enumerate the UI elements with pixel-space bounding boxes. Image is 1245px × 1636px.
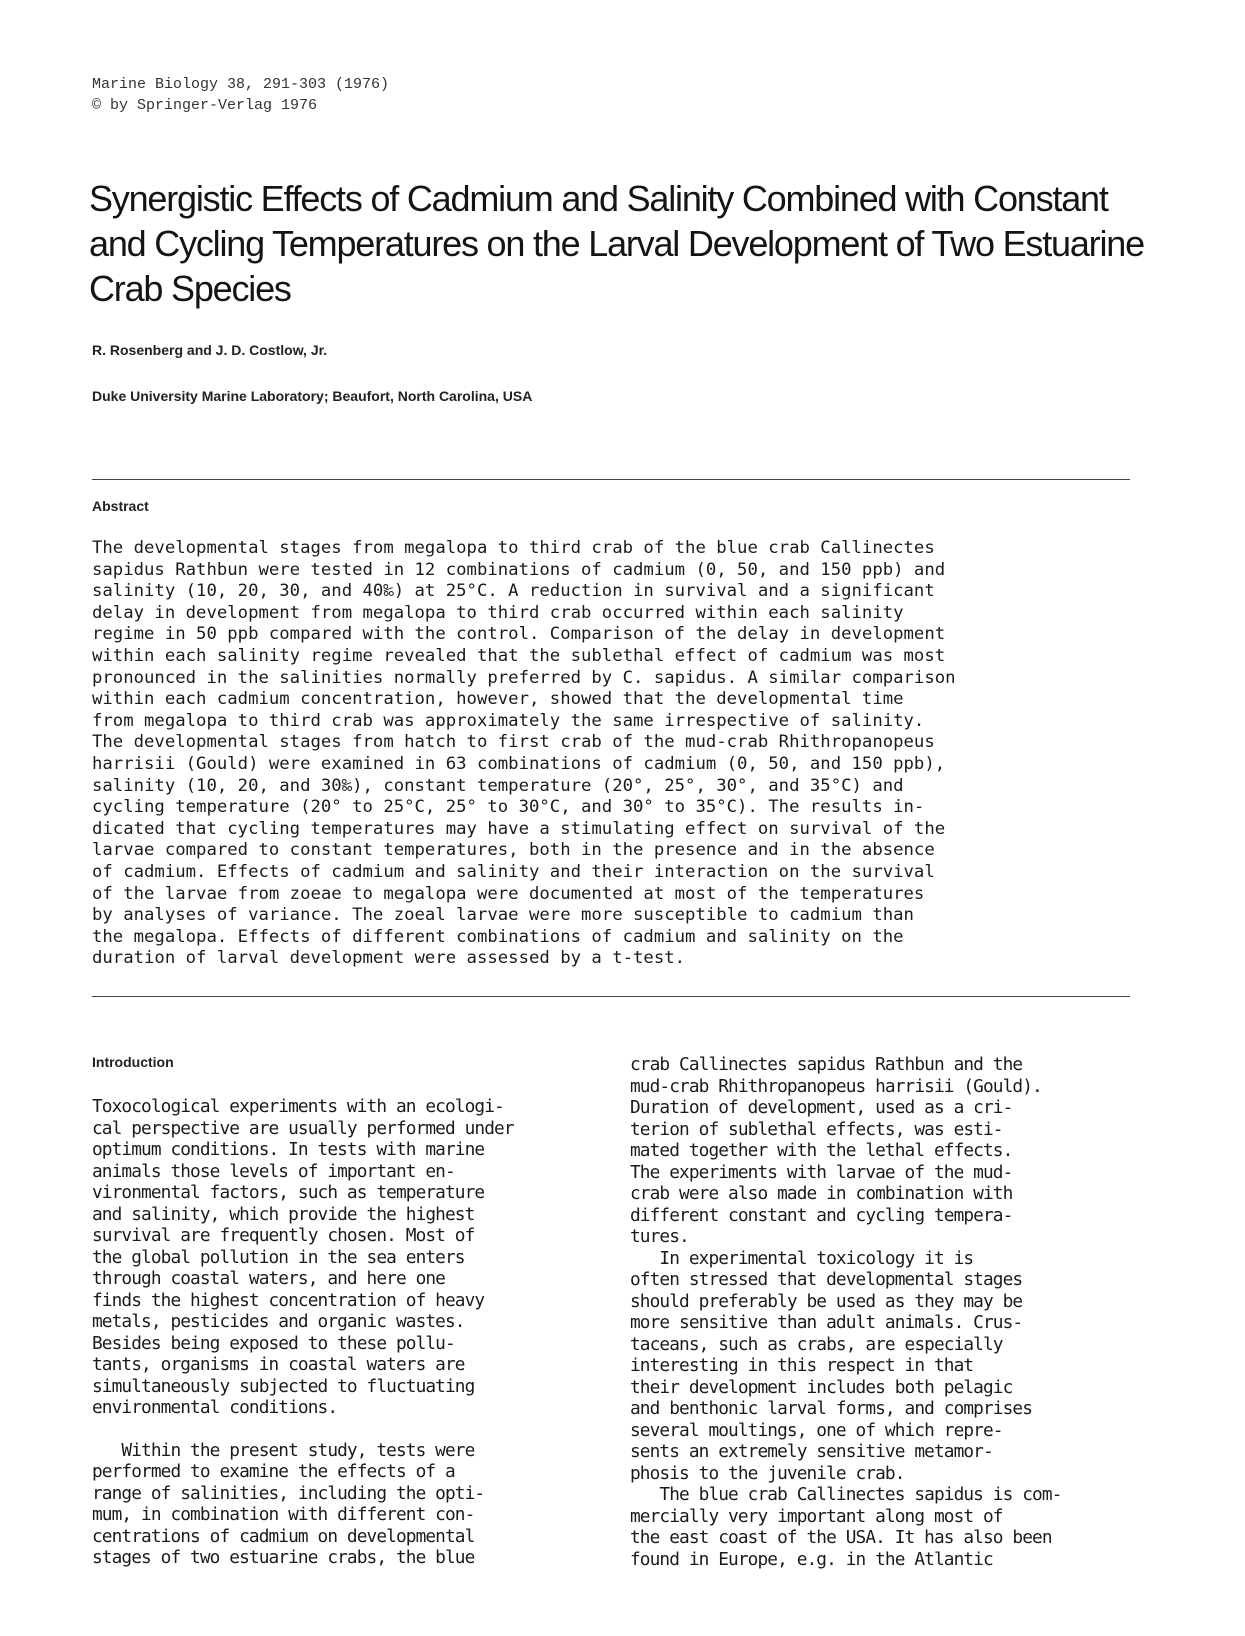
- paper-title: Synergistic Effects of Cadmium and Salinity Combined with Constant and Cycling Temperatures on the Larval Development of Two Estuarine Crab Species: [89, 178, 1144, 309]
- text-line: In experimental toxicology it is: [630, 1247, 974, 1269]
- text-line: performed to examine the effects of a: [92, 1461, 455, 1482]
- text-line: duration of larval development were assessed by a t-test.: [92, 948, 686, 969]
- text-line: of the larvae from zoeae to megalopa were documented at most of the temperatures: [92, 883, 925, 904]
- text-line: simultaneously subjected to fluctuating: [92, 1375, 475, 1397]
- abstract-bottom-rule: [92, 996, 1130, 997]
- text-line: The developmental stages from hatch to first crab of the mud-crab Rhithropanopeus: [92, 732, 935, 753]
- text-line: Besides being exposed to these pollu-: [92, 1332, 455, 1354]
- text-line: The experiments with larvae of the mud-: [630, 1161, 1013, 1183]
- text-line: from megalopa to third crab was approximately the same irrespective of salinity.: [92, 710, 925, 731]
- text-line: larvae compared to constant temperatures, both in the presence and in the absence: [92, 840, 935, 861]
- text-line: different constant and cycling tempera-: [630, 1204, 1013, 1226]
- journal-header: [92, 74, 389, 116]
- text-line: metals, pesticides and organic wastes.: [92, 1311, 465, 1332]
- text-line: phosis to the juvenile crab.: [630, 1462, 905, 1484]
- text-line: by analyses of variance. The zoeal larvae were more susceptible to cadmium than: [92, 905, 914, 926]
- text-line: Toxocological experiments with an ecologi-: [92, 1096, 504, 1117]
- author-list: R. Rosenberg and J. D. Costlow, Jr.: [92, 342, 328, 358]
- text-line: centrations of cadmium on developmental: [92, 1525, 475, 1547]
- author-affiliation: Duke University Marine Laboratory; Beaufort, North Carolina, USA: [92, 388, 533, 404]
- text-line: mud-crab Rhithropanopeus harrisii (Gould).: [630, 1075, 1042, 1097]
- text-line: range of salinities, including the opti-: [92, 1482, 485, 1504]
- text-line: tures.: [630, 1226, 689, 1247]
- text-line: terion of sublethal effects, was esti-: [630, 1118, 1003, 1140]
- paragraph-gap: [92, 1419, 612, 1440]
- text-line: mated together with the lethal effects.: [630, 1140, 1013, 1161]
- text-line: optimum conditions. In tests with marine: [92, 1139, 485, 1160]
- text-line: within each cadmium concentration, however, showed that the developmental time: [92, 689, 904, 710]
- text-line: harrisii (Gould) were examined in 63 combinations of cadmium (0, 50, and 150 ppb),: [92, 753, 946, 774]
- abstract-body: [92, 538, 1152, 970]
- text-line: tants, organisms in coastal waters are: [92, 1354, 465, 1375]
- text-line: mercially very important along most of: [630, 1505, 1003, 1527]
- text-line: within each salinity regime revealed that the sublethal effect of cadmium was most: [92, 645, 946, 666]
- text-line: delay in development from megalopa to third crab occurred within each salinity: [92, 602, 904, 623]
- text-line: of cadmium. Effects of cadmium and salinity and their interaction on the survival: [92, 861, 935, 882]
- text-line: crab were also made in combination with: [630, 1183, 1013, 1204]
- right-column: [630, 1054, 1150, 1570]
- text-line: interesting in this respect in that: [630, 1355, 974, 1376]
- intro-paragraph-1: [92, 1096, 612, 1419]
- journal-citation: Marine Biology 38, 291-303 (1976): [92, 76, 390, 93]
- text-line: The blue crab Callinectes sapidus is com-: [630, 1484, 1062, 1505]
- text-line: Duration of development, used as a cri-: [630, 1097, 1013, 1118]
- text-line: cal perspective are usually performed under: [92, 1117, 514, 1139]
- text-line: more sensitive than adult animals. Crus-: [630, 1312, 1023, 1333]
- text-line: the east coast of the USA. It has also been: [630, 1527, 1052, 1548]
- text-line: found in Europe, e.g. in the Atlantic: [630, 1548, 993, 1570]
- text-line: survival are frequently chosen. Most of: [92, 1225, 475, 1246]
- text-line: and salinity, which provide the highest: [92, 1203, 475, 1225]
- text-line: animals those levels of important en-: [92, 1160, 455, 1182]
- text-line: often stressed that developmental stages: [630, 1269, 1023, 1290]
- text-line: salinity (10, 20, 30, and 40‰) at 25°C. A reduction in survival and a significant: [92, 581, 935, 602]
- abstract-top-rule: [92, 479, 1130, 480]
- text-line: through coastal waters, and here one: [92, 1268, 445, 1289]
- abstract-heading: Abstract: [92, 498, 149, 514]
- introduction-heading: Introduction: [92, 1054, 174, 1070]
- text-line: vironmental factors, such as temperature: [92, 1182, 485, 1203]
- text-line: cycling temperature (20° to 25°C, 25° to 30°C, and 30° to 35°C). The results in-: [92, 797, 925, 818]
- copyright-notice: © by Springer-Verlag 1976: [92, 97, 318, 114]
- text-line: pronounced in the salinities normally preferred by C. sapidus. A similar comparison: [92, 667, 956, 688]
- text-line: several moultings, one of which repre-: [630, 1419, 1003, 1441]
- text-line: and benthonic larval forms, and comprises: [630, 1398, 1033, 1419]
- intro-paragraph-2: [92, 1440, 612, 1569]
- text-line: dicated that cycling temperatures may have a stimulating effect on survival of the: [92, 818, 946, 839]
- text-line: sapidus Rathbun were tested in 12 combinations of cadmium (0, 50, and 150 ppb) and: [92, 559, 946, 580]
- text-line: the global pollution in the sea enters: [92, 1246, 465, 1268]
- text-line: taceans, such as crabs, are especially: [630, 1333, 1003, 1355]
- text-line: crab Callinectes sapidus Rathbun and the: [630, 1054, 1023, 1075]
- text-line: mum, in combination with different con-: [92, 1504, 475, 1525]
- text-line: salinity (10, 20, and 30‰), constant temperature (20°, 25°, 30°, and 35°C) and: [92, 775, 904, 796]
- text-line: the megalopa. Effects of different combinations of cadmium and salinity on the: [92, 926, 904, 947]
- text-line: their development includes both pelagic: [630, 1376, 1013, 1398]
- text-line: finds the highest concentration of heavy: [92, 1289, 485, 1311]
- text-line: environmental conditions.: [92, 1397, 338, 1418]
- text-line: Within the present study, tests were: [92, 1439, 475, 1461]
- text-line: sents an extremely sensitive metamor-: [630, 1441, 993, 1462]
- text-line: should preferably be used as they may be: [630, 1290, 1023, 1312]
- text-line: stages of two estuarine crabs, the blue: [92, 1547, 475, 1568]
- text-line: The developmental stages from megalopa to third crab of the blue crab Callinectes: [92, 538, 935, 558]
- text-line: regime in 50 ppb compared with the control. Comparison of the delay in development: [92, 624, 946, 645]
- left-column: [92, 1096, 612, 1569]
